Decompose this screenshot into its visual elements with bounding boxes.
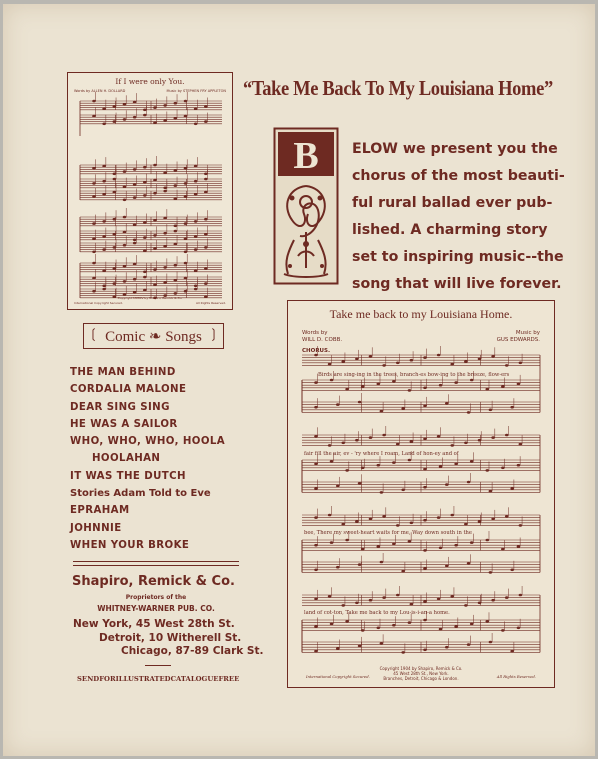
inset-score-title: If I were only You. <box>115 77 185 86</box>
right-bracket-ornament: ❳ <box>208 327 219 342</box>
copyright-line: 45 West 28th St., New York. <box>393 671 449 676</box>
send-word: SEND <box>77 675 100 683</box>
words-author: WILL D. COBB. <box>302 337 343 343</box>
send-word: FOR <box>99 675 116 683</box>
lyric-line: land of cot-ton, Take me back to my Lou-is-i-an-a home. <box>304 610 450 616</box>
lyric-line: Birds are sing-ing in the trees, branch-es bow-ing to the breeze, flow-ers <box>318 372 510 378</box>
song-title: THE MAN BEHIND <box>70 367 176 378</box>
inset-footer-rights: All Rights Reserved. <box>195 301 226 305</box>
rights-reserved: All Rights Reserved. <box>496 674 536 679</box>
song-title: WHO, WHO, WHO, HOOLA <box>70 436 226 448</box>
intro-line: set to inspiring music--the <box>352 249 564 265</box>
inset-staff-lines <box>68 73 232 309</box>
song-title: IT WAS THE DUTCH <box>70 470 186 482</box>
song-title: DEAR SING SING <box>70 401 170 413</box>
send-catalogue-line <box>77 675 239 683</box>
lyric-line: bee, There my sweet-heart waits for me, Way down south in the <box>304 530 472 536</box>
comic-songs-list <box>70 367 240 557</box>
send-word: FREE <box>218 675 240 683</box>
address-detroit: Detroit, 10 Witherell St. <box>99 632 242 644</box>
send-word: CATALOGUE <box>170 675 219 683</box>
song-title: EPRAHAM <box>70 505 130 517</box>
intro-line: song that will live forever. <box>352 276 562 292</box>
intro-line: ELOW we present you the <box>352 141 558 157</box>
intl-copyright: International Copyright Secured. <box>306 674 370 679</box>
divider-rule <box>73 561 239 562</box>
publisher-name: Shapiro, Remick & Co. <box>72 574 235 589</box>
inset-copyright: Copyright MCMIV by Shapiro, Remick & Co. <box>117 296 183 300</box>
song-title: Stories Adam Told to Eve <box>70 488 211 500</box>
comic-songs-title: Comic ❧ Songs <box>105 329 202 345</box>
short-divider <box>145 665 171 666</box>
address-new-york: New York, 45 West 28th St. <box>73 618 235 630</box>
music-author: GUS EDWARDS. <box>496 337 540 343</box>
ornament-initial-graphic <box>274 128 338 284</box>
divider-rule <box>73 565 239 566</box>
song-title-continued: HOOLAHAN <box>92 453 161 465</box>
send-word: ILLUSTRATED <box>115 675 171 683</box>
song-title: CORDALIA MALONE <box>70 384 187 396</box>
sheet-music-page <box>3 4 595 756</box>
song-title: JOHNNIE <box>70 522 122 534</box>
intro-paragraph <box>352 136 565 298</box>
proprietors-label: Proprietors of the <box>125 594 187 601</box>
words-label: Words by <box>302 330 328 336</box>
copyright-line: Branches, Detroit, Chicago & London. <box>383 676 459 681</box>
left-bracket-ornament: ❲ <box>88 327 99 342</box>
intro-line: chorus of the most beauti- <box>352 168 565 184</box>
initial-letter: B <box>293 135 319 177</box>
inset-footer-copyright: International Copyright Secured. <box>74 301 123 305</box>
chorus-score-louisiana-home <box>287 300 555 688</box>
song-title: WHEN YOUR BROKE <box>70 539 190 551</box>
intro-line: ful rural ballad ever pub- <box>352 195 553 211</box>
copyright-line: Copyright 1904 by Shapiro, Remick & Co. <box>379 666 463 671</box>
chorus-label: CHORUS. <box>302 348 331 354</box>
comic-songs-header <box>83 323 224 349</box>
inset-score-if-i-were-only-you <box>67 72 233 310</box>
address-chicago: Chicago, 87-89 Clark St. <box>121 645 264 657</box>
inset-music-credit: Music by STEPHEN FRY APPLETON <box>166 89 226 93</box>
decorated-initial-b <box>274 128 338 284</box>
headline-title: “Take Me Back To My Louisiana Home” <box>243 76 553 100</box>
inset-words-credit: Words by ALLEN H. DOLLARD <box>74 89 126 93</box>
score-title: Take me back to my Louisiana Home. <box>329 307 513 321</box>
intro-line: lished. A charming story <box>352 222 548 238</box>
music-label: Music by <box>515 330 540 336</box>
pub-co-name: WHITNEY-WARNER PUB. CO. <box>97 604 215 613</box>
main-staff-lines <box>288 301 554 687</box>
song-title: HE WAS A SAILOR <box>70 418 178 430</box>
lyric-line: fair fill the air, ev - 'ry where I roam, Land of hon-ey and of <box>304 451 459 457</box>
